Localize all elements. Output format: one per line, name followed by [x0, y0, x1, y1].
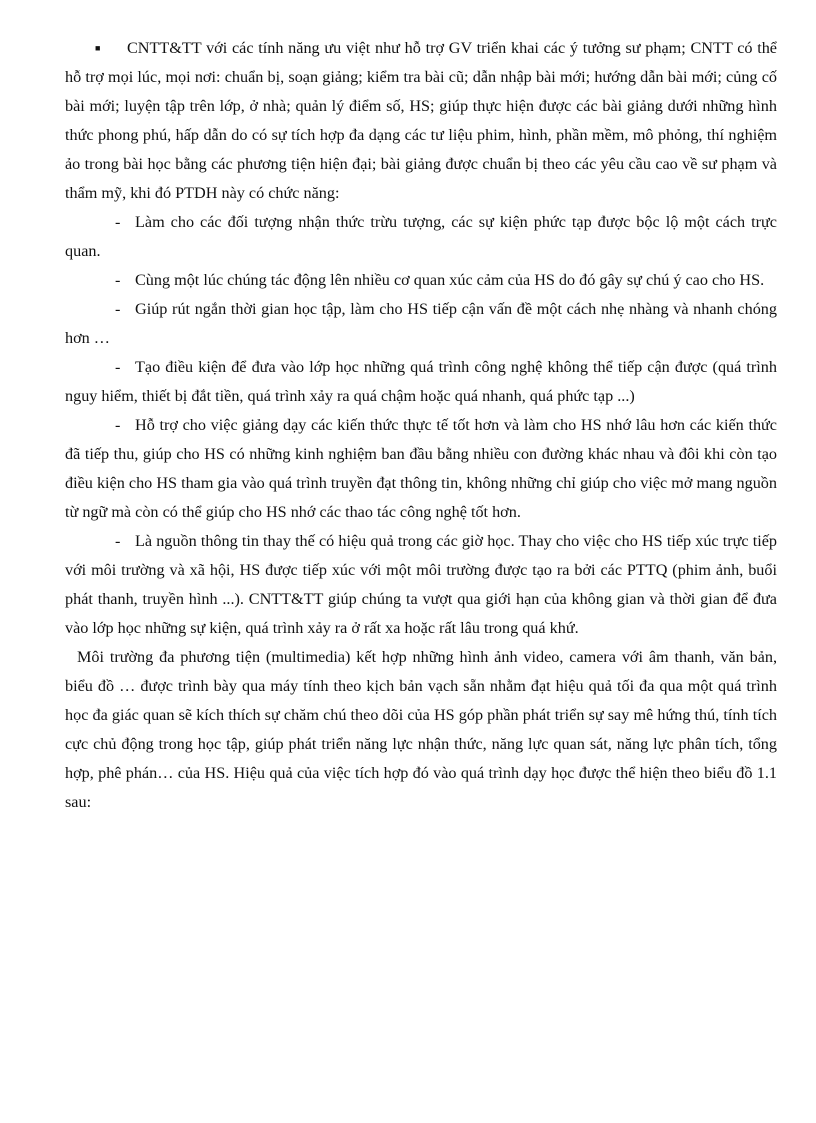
function-item — [65, 266, 777, 295]
function-text: Tạo điều kiện để đưa vào lớp học những quá trình công nghệ không thể tiếp cận được (quá trình nguy hiểm, thiết bị đắt tiền, quá trình xảy ra quá chậm hoặc quá nhanh, quá phức tạp ...) — [65, 358, 777, 405]
function-text: Hỗ trợ cho việc giảng dạy các kiến thức thực tế tốt hơn và làm cho HS nhớ lâu hơn các kiến thức đã tiếp thu, giúp cho HS có những kinh nghiệm ban đầu bằng nhiều con đường khác nhau và đôi khi còn tạo điều kiện cho HS tham gia vào quá trình truyền đạt thông tin, không những chỉ giúp cho việc mở mang nguồn từ ngữ mà còn có thể giúp cho HS nhớ các thao tác công nghệ tốt hơn. — [65, 416, 777, 521]
function-text: Làm cho các đối tượng nhận thức trừu tượng, các sự kiện phức tạp được bộc lộ một cách trực quan. — [65, 213, 777, 260]
dash-marker: - — [115, 416, 121, 434]
dash-marker: - — [115, 271, 121, 289]
dash-marker: - — [115, 300, 121, 318]
document-page — [65, 34, 777, 817]
function-text: Là nguồn thông tin thay thế có hiệu quả trong các giờ học. Thay cho việc cho HS tiếp xúc trực tiếp với môi trường và xã hội, HS được tiếp xúc với một môi trường được tạo ra bởi các PTTQ (phim ảnh, buổi phát thanh, truyền hình ...). CNTT&TT giúp chúng ta vượt qua giới hạn của không gian và thời gian để đưa vào lớp học những sự kiện, quá trình xảy ra ở rất xa hoặc rất lâu trong quá khứ. — [65, 532, 777, 637]
function-text: Giúp rút ngắn thời gian học tập, làm cho HS tiếp cận vấn đề một cách nhẹ nhàng và nhanh chóng hơn … — [65, 300, 777, 347]
intro-paragraph — [65, 34, 777, 208]
dash-marker: - — [115, 213, 121, 231]
function-item — [65, 353, 777, 411]
function-item — [65, 527, 777, 643]
function-item — [65, 411, 777, 527]
intro-text: CNTT&TT với các tính năng ưu việt như hỗ trợ GV triển khai các ý tưởng sư phạm; CNTT có thể hỗ trợ mọi lúc, mọi nơi: chuẩn bị, soạn giảng; kiểm tra bài cũ; dẫn nhập bài mới; hướng dẫn bài mới; củng cố bài mới; luyện tập trên lớp, ở nhà; quản lý điểm số, HS; giúp thực hiện được các bài giảng dưới những hình thức phong phú, hấp dẫn do có sự tích hợp đa dạng các tư liệu phim, hình, phần mềm, mô phỏng, thí nghiệm ảo trong bài học bằng các phương tiện hiện đại; bài giảng được chuẩn bị theo các yêu cầu cao về sư phạm và thẩm mỹ, khi đó PTDH này có chức năng: — [65, 39, 777, 202]
function-item — [65, 208, 777, 266]
function-item — [65, 295, 777, 353]
multimedia-paragraph: Môi trường đa phương tiện (multimedia) kết hợp những hình ảnh video, camera với âm thanh, văn bản, biểu đồ … được trình bày qua máy tính theo kịch bản vạch sẵn nhằm đạt hiệu quả tối đa qua một quá trình học đa giác quan sẽ kích thích sự chăm chú theo dõi của HS góp phần phát triển sự say mê hứng thú, tính tích cực chủ động trong học tập, giúp phát triển năng lực nhận thức, năng lực quan sát, năng lực phân tích, tổng hợp, phê phán… của HS. Hiệu quả của việc tích hợp đó vào quá trình dạy học được thể hiện theo biểu đồ 1.1 sau: — [65, 648, 777, 811]
function-text: Cùng một lúc chúng tác động lên nhiều cơ quan xúc cảm của HS do đó gây sự chú ý cao cho HS. — [135, 271, 765, 289]
dash-marker: - — [115, 532, 121, 550]
square-bullet-icon: ■ — [95, 43, 101, 53]
dash-marker: - — [115, 358, 121, 376]
